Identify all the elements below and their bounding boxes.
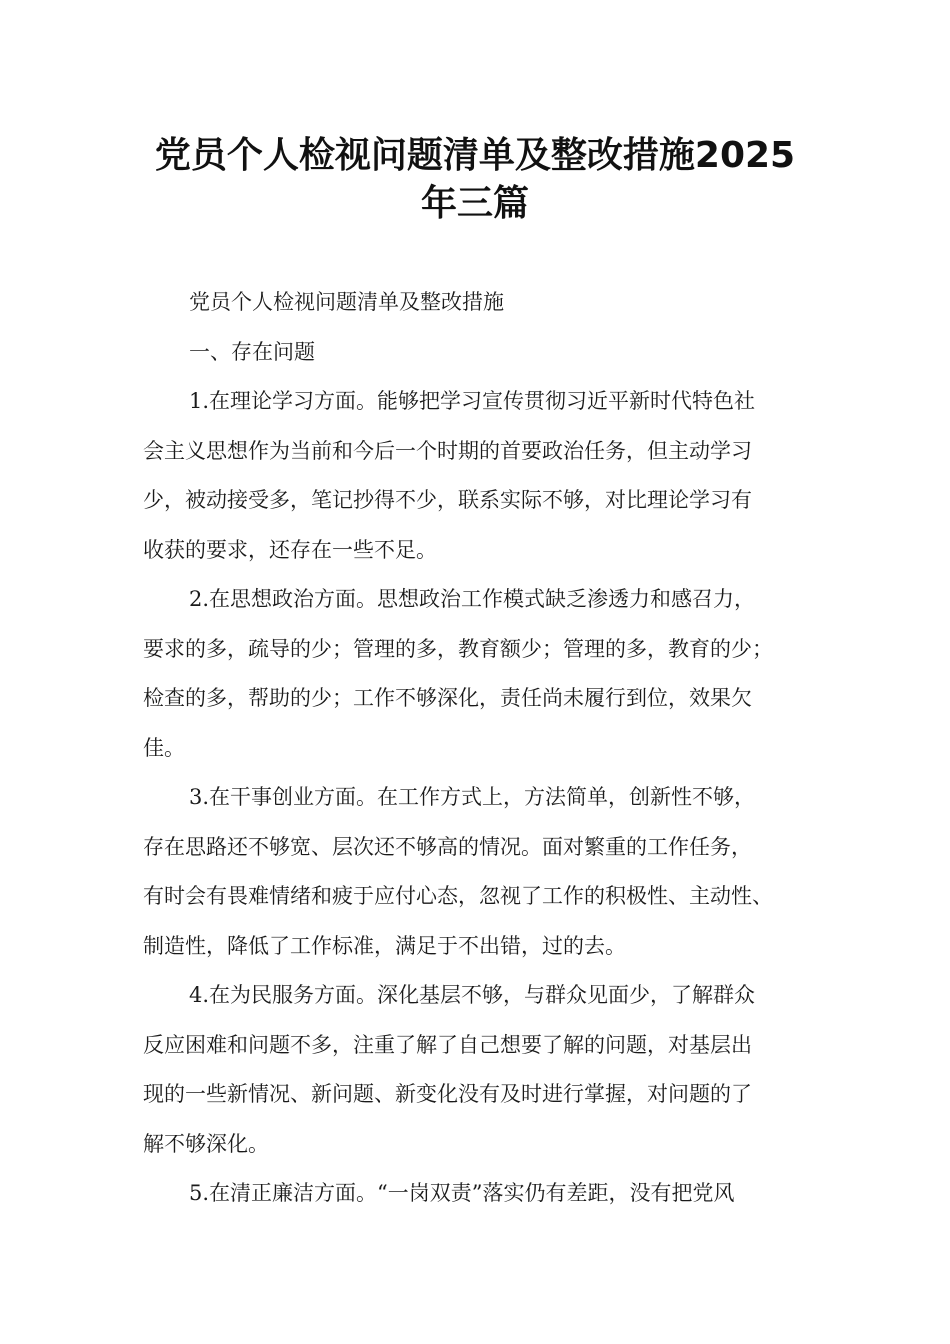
paragraph-line: 4.在为民服务方面。深化基层不够，与群众见面少，了解群众 <box>189 983 756 1007</box>
paragraph-line: 现的一些新情况、新问题、新变化没有及时进行掌握，对问题的了 <box>143 1082 752 1106</box>
section-heading: 一、存在问题 <box>189 339 315 364</box>
paragraph-line: 5.在清正廉洁方面。“一岗双责”落实仍有差距，没有把党风 <box>189 1181 735 1205</box>
paragraph-item-5 <box>143 1169 833 1219</box>
paragraph-item-1 <box>143 377 833 575</box>
paragraph-line: 1.在理论学习方面。能够把学习宣传贯彻习近平新时代特色社 <box>189 389 756 413</box>
paragraph-line: 会主义思想作为当前和今后一个时期的首要政治任务，但主动学习 <box>143 438 752 463</box>
paragraph-line: 反应困难和问题不多，注重了解了自己想要了解的问题，对基层出 <box>143 1032 752 1057</box>
paragraph-line: 制造性，降低了工作标准，满足于不出错，过的去。 <box>143 933 626 958</box>
paragraph-line: 存在思路还不够宽、层次还不够高的情况。面对繁重的工作任务， <box>143 834 752 859</box>
paragraph-line: 有时会有畏难情绪和疲于应付心态，忽视了工作的积极性、主动性、 <box>143 884 773 908</box>
paragraph-item-3 <box>143 773 833 971</box>
paragraph-line: 佳。 <box>143 735 185 760</box>
paragraph-item-2 <box>143 575 833 773</box>
paragraph-line: 检查的多，帮助的少；工作不够深化，责任尚未履行到位，效果欠 <box>143 686 752 710</box>
paragraph-line: 收获的要求，还存在一些不足。 <box>143 537 437 562</box>
subtitle-paragraph <box>143 278 833 328</box>
subtitle: 党员个人检视问题清单及整改措施 <box>189 290 504 314</box>
paragraph-line: 3.在干事创业方面。在工作方式上，方法简单，创新性不够， <box>189 785 756 809</box>
paragraph-line: 解不够深化。 <box>143 1131 269 1156</box>
paragraph-line: 少，被动接受多，笔记抄得不少，联系实际不够，对比理论学习有 <box>143 488 752 512</box>
document-title-line-2: 年三篇 <box>420 183 529 224</box>
paragraph-line: 2.在思想政治方面。思想政治工作模式缺乏渗透力和感召力， <box>189 587 756 611</box>
paragraph-line: 要求的多，疏导的少；管理的多，教育额少；管理的多，教育的少； <box>143 636 773 661</box>
paragraph-item-4 <box>143 971 833 1169</box>
section-heading-paragraph <box>143 328 833 378</box>
document-body <box>143 278 833 1219</box>
document-title-line-1: 党员个人检视问题清单及整改措施2025 <box>154 135 796 176</box>
